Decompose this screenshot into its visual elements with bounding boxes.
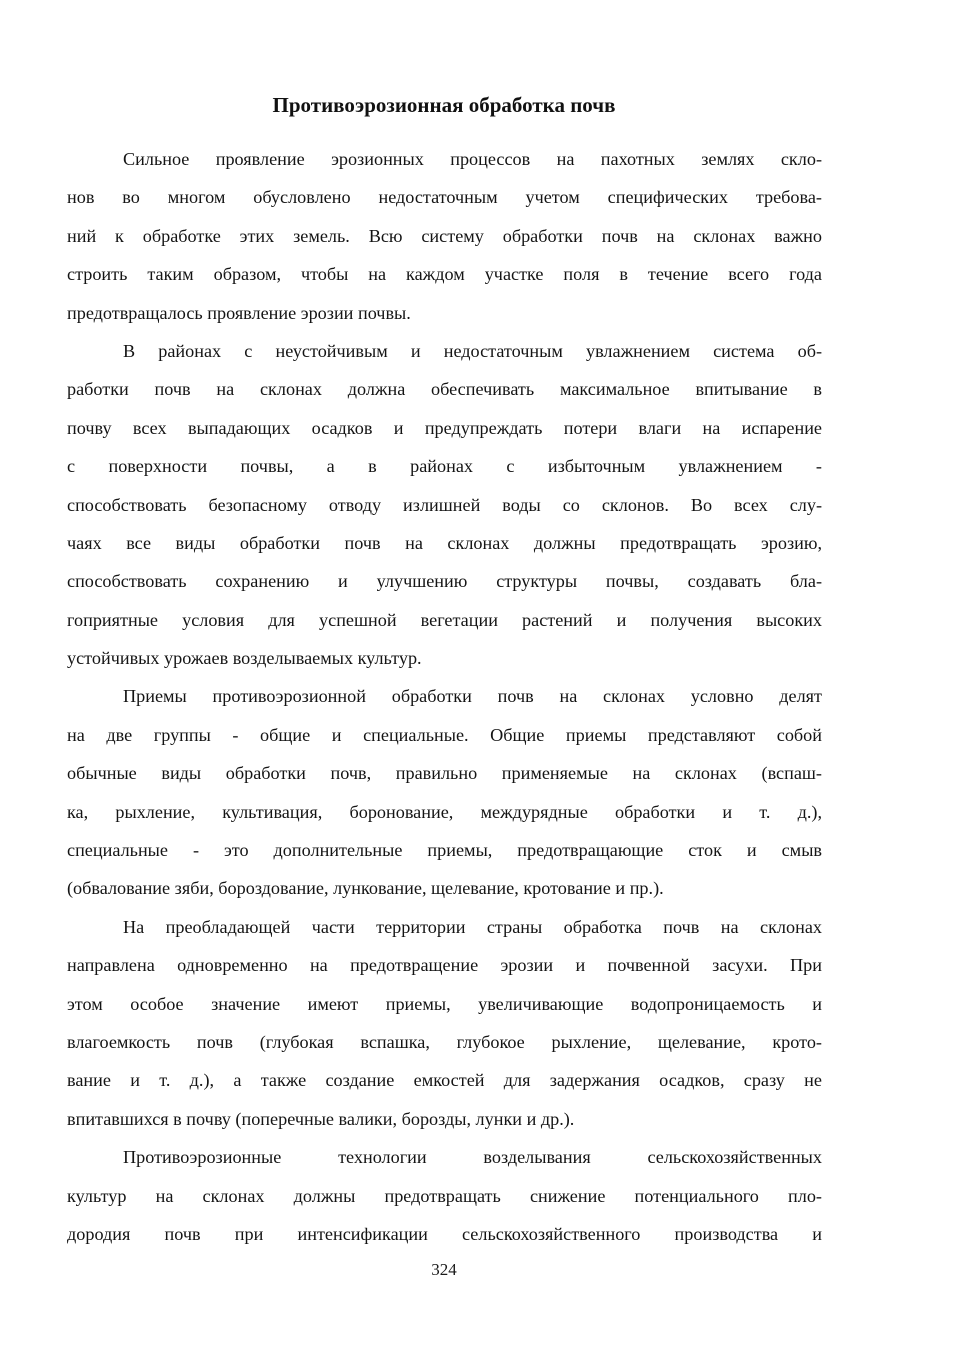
text-line: Противоэрозионные технологии возделывания сельскохозяйственных [123, 1147, 822, 1168]
text-line: вание и т. д.), а также создание емкостей для задержания осадков, сразу не [67, 1070, 822, 1091]
text-line: нов во многом обусловлено недостаточным учетом специфических требова- [67, 187, 822, 208]
page-number: 324 [431, 1260, 457, 1279]
text-line: способствовать сохранению и улучшению структуры почвы, создавать бла- [67, 571, 822, 592]
text-line: чаях все виды обработки почв на склонах должны предотвращать эрозию, [67, 532, 822, 553]
body-text [67, 140, 822, 1253]
text-line: Приемы противоэрозионной обработки почв на склонах условно делят [123, 686, 822, 707]
text-line: (обвалование зяби, бороздование, лункование, щелевание, кротование и пр.). [67, 878, 664, 899]
text-line: устойчивых урожаев возделываемых культур. [67, 648, 422, 669]
paragraph-3 [67, 677, 822, 907]
page-title: Противоэрозионная обработка почв [272, 93, 616, 117]
text-line: направлена одновременно на предотвращение эрозии и почвенной засухи. При [67, 955, 822, 976]
text-line: На преобладающей части территории страны обработка почв на склонах [123, 916, 822, 937]
text-line: с поверхности почвы, а в районах с избыточным увлажнением - [67, 456, 822, 477]
text-line: ний к обработке этих земель. Всю систему обработки почв на склонах важно [67, 225, 822, 246]
paragraph-5 [67, 1138, 822, 1253]
paragraph-1 [67, 140, 822, 332]
text-line: способствовать безопасному отводу излишней воды со склонов. Во всех слу- [67, 494, 822, 515]
text-line: влагоемкость почв (глубокая вспашка, глубокое рыхление, щелевание, крото- [67, 1031, 822, 1052]
text-line: В районах с неустойчивым и недостаточным увлажнением система об- [123, 340, 822, 361]
text-line: культур на склонах должны предотвращать снижение потенциального пло- [67, 1185, 822, 1206]
text-line: почву всех выпадающих осадков и предупреждать потери влаги на испарение [67, 417, 822, 438]
paragraph-4 [67, 908, 822, 1138]
text-line: на две группы - общие и специальные. Общие приемы представляют собой [67, 724, 822, 745]
text-line: этом особое значение имеют приемы, увеличивающие водопроницаемость и [67, 993, 822, 1014]
text-line: впитавшихся в почву (поперечные валики, борозды, лунки и др.). [67, 1108, 575, 1129]
text-line: специальные - это дополнительные приемы, предотвращающие сток и смыв [67, 840, 822, 861]
text-line: работки почв на склонах должна обеспечивать максимальное впитывание в [67, 379, 822, 400]
text-line: обычные виды обработки почв, правильно применяемые на склонах (вспаш- [67, 763, 822, 784]
text-line: предотвращалось проявление эрозии почвы. [67, 302, 411, 323]
text-line: гоприятные условия для успешной вегетации растений и получения высоких [67, 609, 822, 630]
paragraph-2 [67, 332, 822, 678]
text-line: ка, рыхление, культивация, боронование, междурядные обработки и т. д.), [67, 801, 822, 822]
text-line: Сильное проявление эрозионных процессов на пахотных землях скло- [123, 149, 822, 169]
text-line: строить таким образом, чтобы на каждом участке поля в течение всего года [67, 264, 822, 285]
text-line: дородия почв при интенсификации сельскохозяйственного производства и [67, 1223, 822, 1244]
